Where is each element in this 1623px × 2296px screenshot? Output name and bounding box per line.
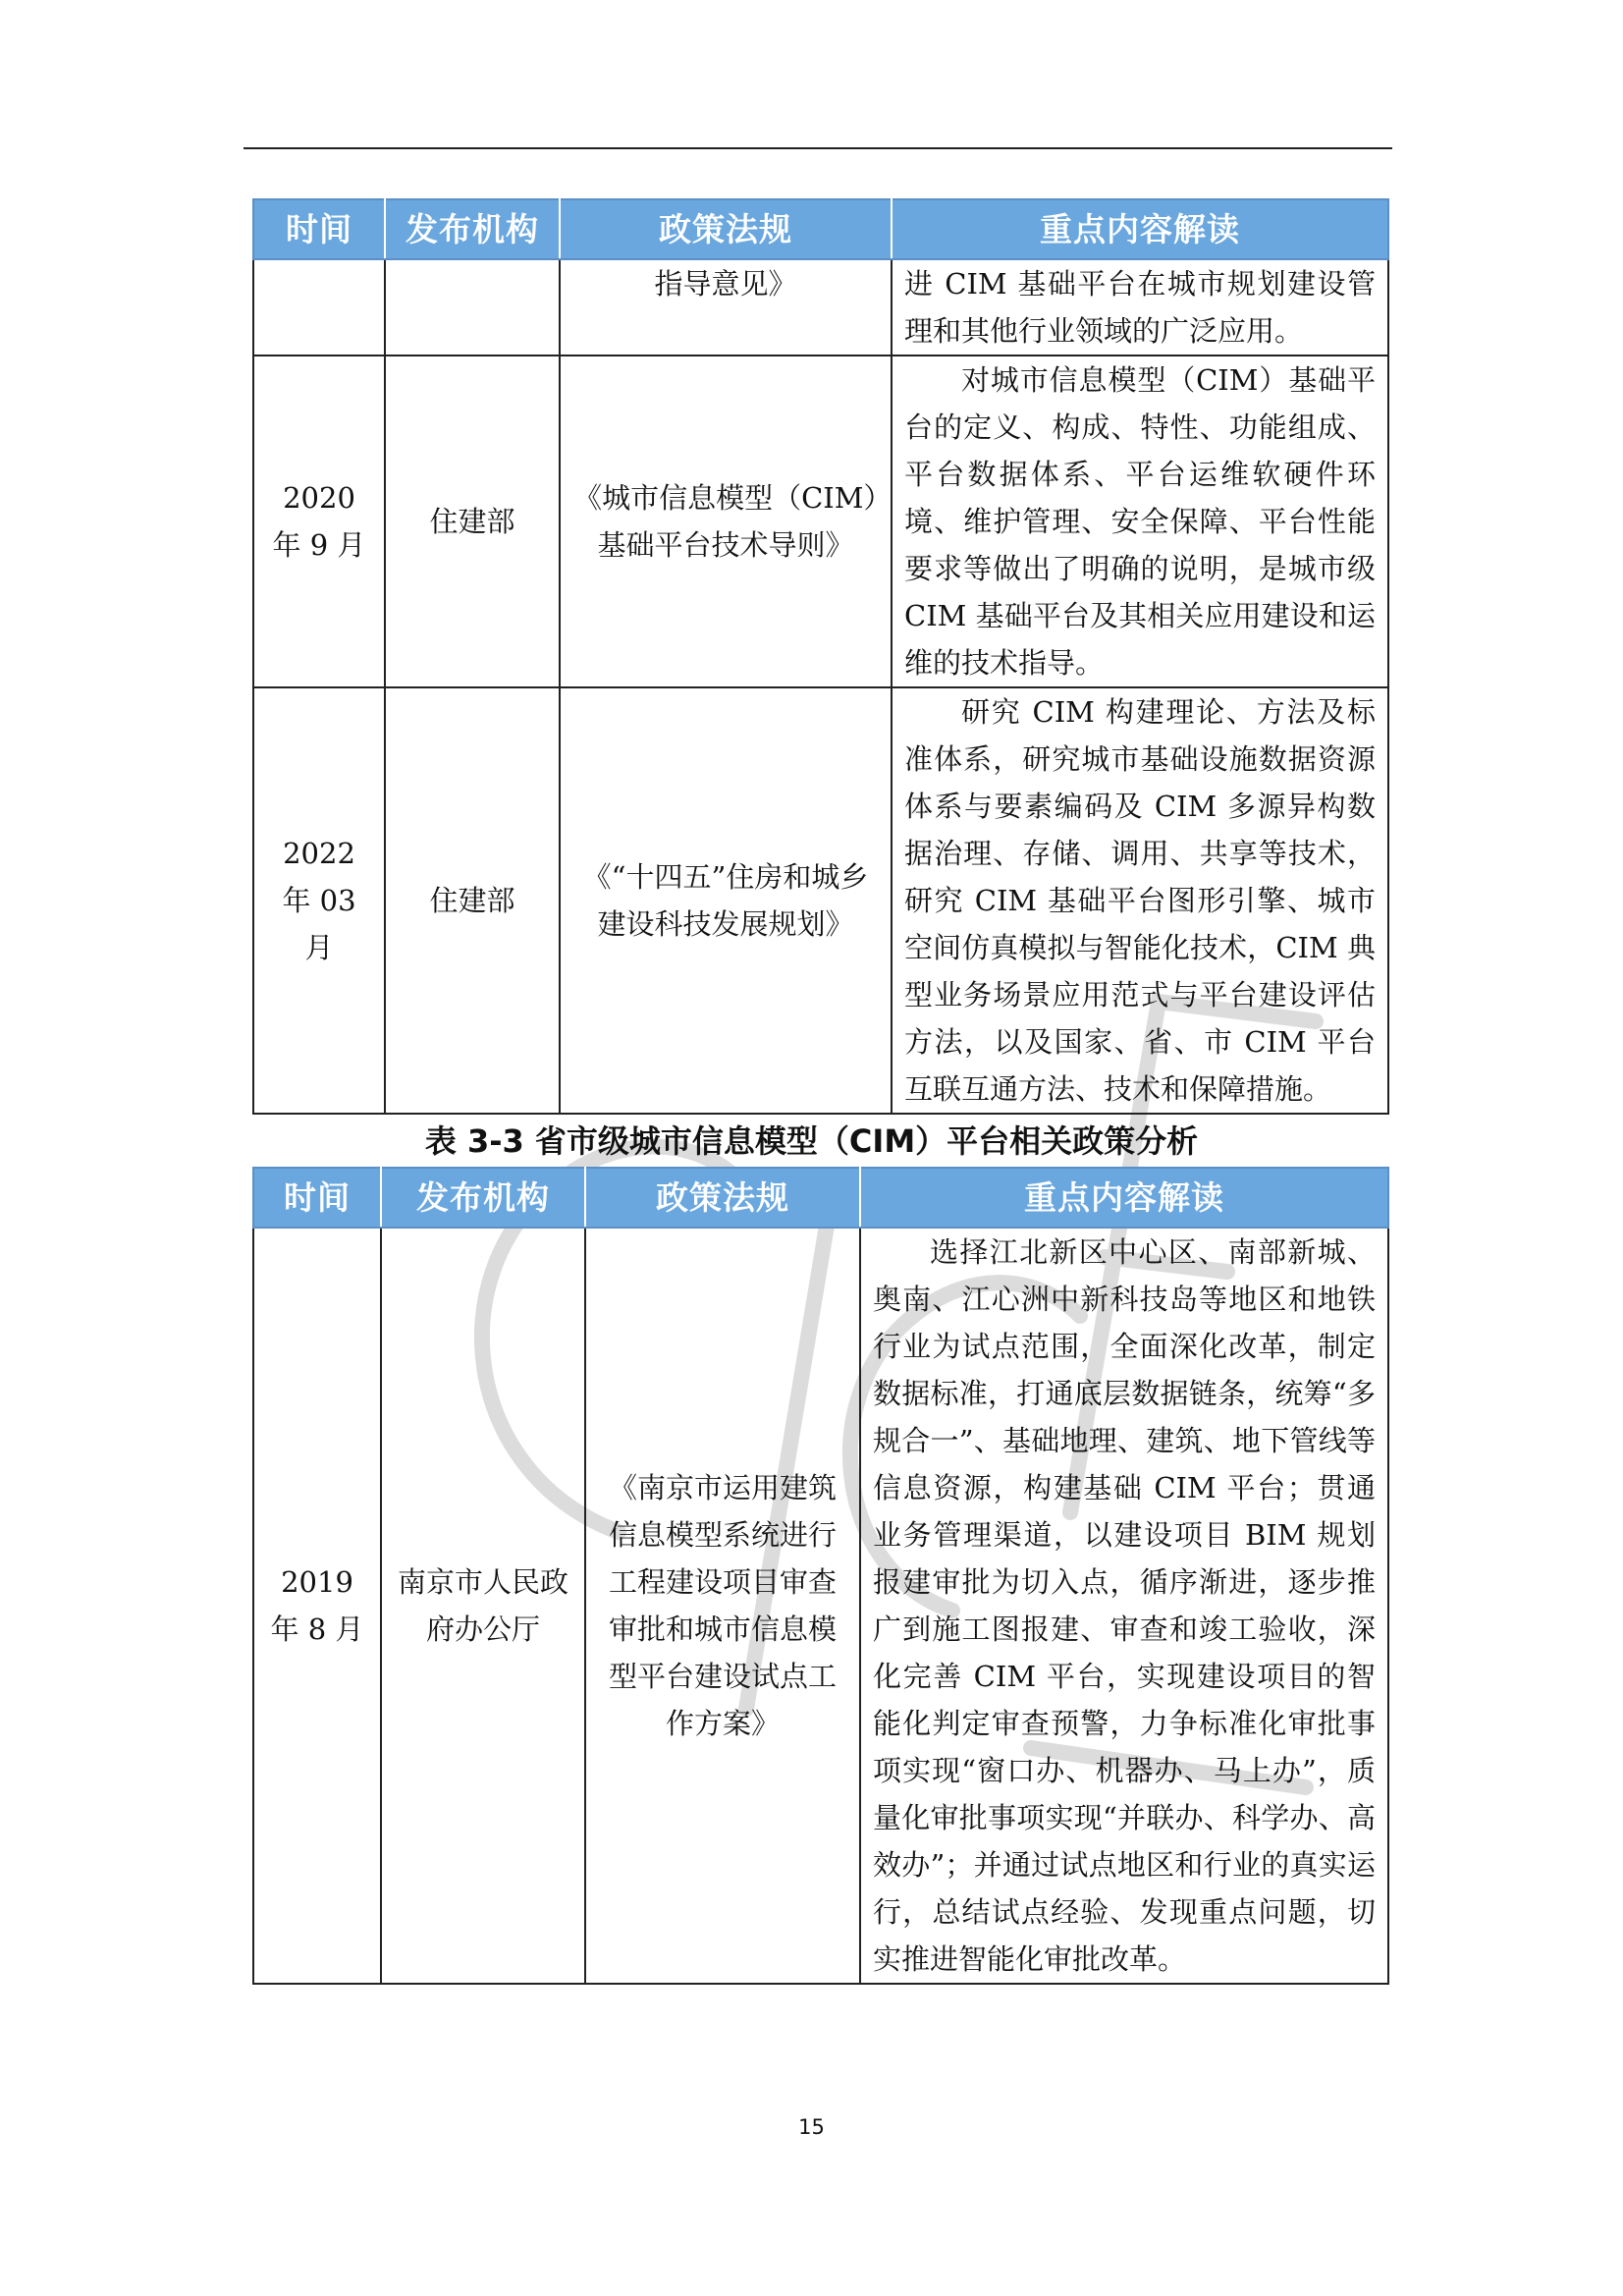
cell-time: 2019 年 8 月 [253, 1228, 381, 1984]
table-row [253, 687, 1388, 1114]
header-content: 重点内容解读 [892, 199, 1388, 259]
header-time: 时间 [253, 1168, 381, 1228]
table-row [253, 259, 1388, 355]
header-org: 发布机构 [381, 1168, 585, 1228]
table-row [253, 355, 1388, 687]
header-content: 重点内容解读 [860, 1168, 1388, 1228]
cell-org: 南京市人民政府办公厅 [381, 1228, 585, 1984]
cell-time: 2022 年 03 月 [253, 687, 385, 1114]
header-policy: 政策法规 [585, 1168, 860, 1228]
cell-policy: 《城市信息模型（CIM）基础平台技术导则》 [560, 355, 892, 687]
cell-policy: 《南京市运用建筑信息模型系统进行工程建设项目审查审批和城市信息模型平台建设试点工作方案》 [585, 1228, 860, 1984]
cell-org: 住建部 [385, 687, 560, 1114]
policy-table-provincial [252, 1167, 1389, 1985]
policy-table-national [252, 198, 1389, 1115]
cell-time [253, 259, 385, 355]
cell-org: 住建部 [385, 355, 560, 687]
cell-content: 对城市信息模型（CIM）基础平台的定义、构成、特性、功能组成、平台数据体系、平台运维软硬件环境、维护管理、安全保障、平台性能要求等做出了明确的说明，是城市级 CIM 基础平台及其相关应用建设和运维的技术指导。 [892, 355, 1388, 687]
table-row [253, 1228, 1388, 1984]
cell-policy: 指导意见》 [560, 259, 892, 355]
page-number: 15 [798, 2115, 825, 2139]
header-rule [243, 147, 1392, 149]
table-caption: 表 3-3 省市级城市信息模型（CIM）平台相关政策分析 [424, 1122, 1199, 1160]
cell-content: 研究 CIM 构建理论、方法及标准体系，研究城市基础设施数据资源体系与要素编码及 CIM 多源异构数据治理、存储、调用、共享等技术，研究 CIM 基础平台图形引擎、城市空间仿真模拟与智能化技术，CIM 典型业务场景应用范式与平台建设评估方法，以及国家、省、市 CIM 平台互联互通方法、技术和保障措施。 [892, 687, 1388, 1114]
header-org: 发布机构 [385, 199, 560, 259]
header-policy: 政策法规 [560, 199, 892, 259]
table-header-row [253, 199, 1388, 259]
header-time: 时间 [253, 199, 385, 259]
cell-content: 选择江北新区中心区、南部新城、奥南、江心洲中新科技岛等地区和地铁行业为试点范围，全面深化改革，制定数据标准，打通底层数据链条，统筹“多规合一”、基础地理、建筑、地下管线等信息资源，构建基础 CIM 平台；贯通业务管理渠道，以建设项目 BIM 规划报建审批为切入点，循序渐进，逐步推广到施工图报建、审查和竣工验收，深化完善 CIM 平台，实现建设项目的智能化判定审查预警，力争标准化审批事项实现“窗口办、机器办、马上办”，质量化审批事项实现“并联办、科学办、高效办”；并通过试点地区和行业的真实运行，总结试点经验、发现重点问题，切实推进智能化审批改革。 [860, 1228, 1388, 1984]
cell-time: 2020 年 9 月 [253, 355, 385, 687]
cell-org [385, 259, 560, 355]
table-header-row [253, 1168, 1388, 1228]
cell-content: 进 CIM 基础平台在城市规划建设管理和其他行业领域的广泛应用。 [892, 259, 1388, 355]
cell-policy: 《“十四五”住房和城乡建设科技发展规划》 [560, 687, 892, 1114]
